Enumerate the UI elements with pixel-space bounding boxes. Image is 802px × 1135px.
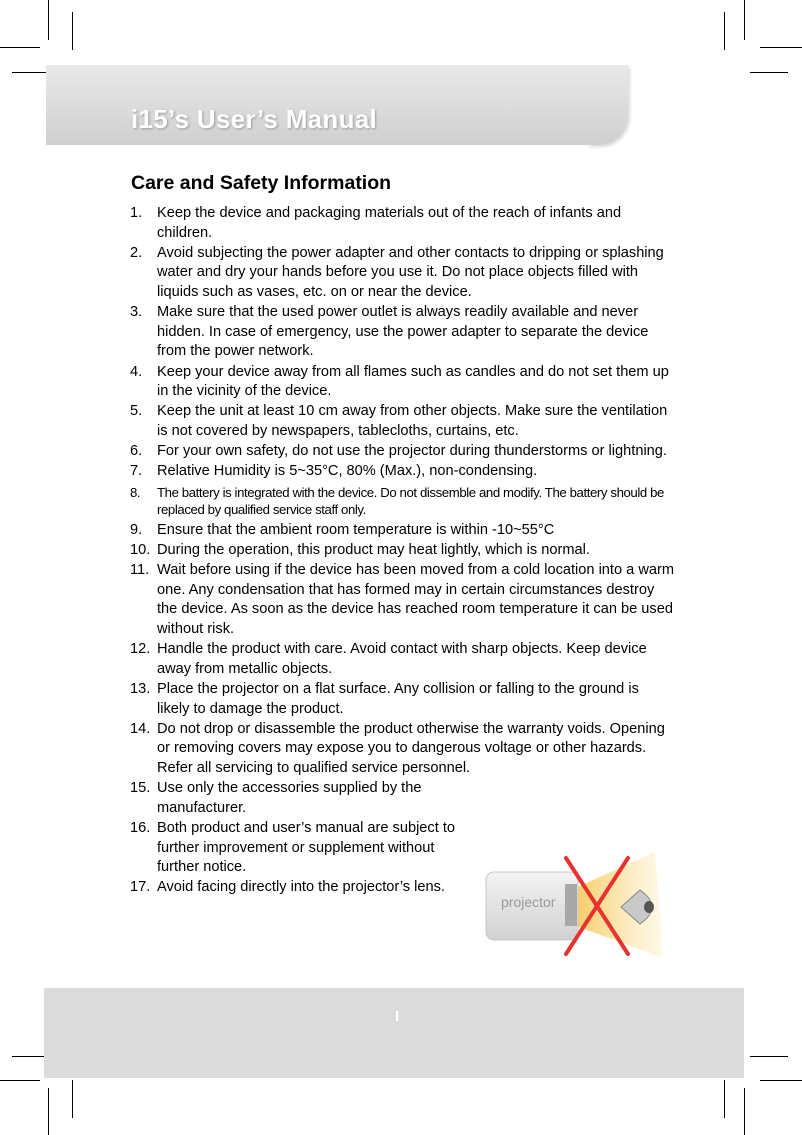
device-label: projector xyxy=(501,894,556,910)
item-text: Keep the device and packaging materials out of the reach of infants and children. xyxy=(157,205,622,241)
crop-mark xyxy=(0,47,40,48)
crop-mark xyxy=(760,47,802,48)
item-number: 5. xyxy=(130,403,143,420)
list-item xyxy=(130,561,675,639)
item-text: Use only the accessories supplied by the manufacturer. xyxy=(157,780,422,816)
item-number: 13. xyxy=(130,681,151,697)
list-item xyxy=(130,484,675,518)
page-number: I xyxy=(395,1008,400,1025)
manual-title: i15’s User’s Manual xyxy=(131,104,378,134)
crop-mark xyxy=(12,72,50,73)
list-item xyxy=(130,680,675,719)
item-text: For your own safety, do not use the projector during thunderstorms or lightning. xyxy=(157,443,667,460)
item-number: 2. xyxy=(130,244,143,261)
list-item xyxy=(130,204,675,243)
crop-mark xyxy=(744,0,745,40)
crop-mark xyxy=(760,1080,802,1081)
item-number: 16. xyxy=(130,819,151,836)
list-item xyxy=(130,462,675,482)
list-item xyxy=(130,244,675,303)
item-number: 9. xyxy=(130,521,143,538)
item-number: 8. xyxy=(130,484,141,500)
item-text: Avoid subjecting the power adapter and other contacts to dripping or splashing water and dry your hands before you use it. Do not place objects filled with liquids such as vases, etc. on or near the device. xyxy=(157,244,664,300)
item-text: Avoid facing directly into the projector’s lens. xyxy=(157,879,445,896)
crop-mark xyxy=(48,1088,49,1135)
crop-mark xyxy=(72,12,73,50)
item-text: During the operation, this product may heat lightly, which is normal. xyxy=(157,542,590,559)
item-text: Handle the product with care. Avoid contact with sharp objects. Keep device away from metallic objects. xyxy=(157,641,647,677)
item-text: Keep the unit at least 10 cm away from other objects. Make sure the ventilation is not covered by newspapers, tablecloths, curtains, etc. xyxy=(157,403,668,439)
item-number: 14. xyxy=(130,720,151,737)
item-text: Relative Humidity is 5~35°C, 80% (Max.), non-condensing. xyxy=(157,463,538,480)
item-text: Wait before using if the device has been moved from a cold location into a warm one. Any condensation that has formed may in certain circumstances destroy the device. As soon as the device has reached room temperature it can be used without risk. xyxy=(157,562,674,638)
item-text: Do not drop or disassemble the product otherwise the warranty voids. Opening or removing covers may expose you to dangerous voltage or other hazards. Refer all servicing to qualified service personnel. xyxy=(157,720,665,776)
section-title: Care and Safety Information xyxy=(131,172,392,194)
crop-mark xyxy=(750,1056,788,1057)
crop-mark xyxy=(724,1080,725,1118)
safety-list xyxy=(130,204,675,899)
item-text: Both product and user’s manual are subject to further improvement or supplement without further notice. xyxy=(157,819,456,876)
crop-mark xyxy=(72,1080,73,1118)
item-number: 1. xyxy=(130,205,143,221)
footer-band xyxy=(44,988,744,1078)
item-number: 7. xyxy=(130,463,143,480)
item-text: Place the projector on a flat surface. Any collision or falling to the ground is likely to damage the product. xyxy=(157,681,639,717)
crop-mark xyxy=(750,72,788,73)
crop-mark xyxy=(744,1088,745,1135)
list-item xyxy=(130,720,675,779)
list-item xyxy=(130,541,675,561)
item-number: 10. xyxy=(130,542,151,559)
item-number: 3. xyxy=(130,304,143,321)
list-item xyxy=(130,303,675,362)
item-text: The battery is integrated with the device. Do not dissemble and modify. The battery should be replaced by qualified service staff only. xyxy=(157,484,664,517)
item-number: 15. xyxy=(130,780,151,797)
list-item xyxy=(130,779,675,818)
crop-mark xyxy=(0,1080,40,1081)
item-number: 11. xyxy=(130,562,150,579)
list-item xyxy=(130,640,675,679)
item-text: Keep your device away from all flames such as candles and do not set them up in the vicinity of the device. xyxy=(157,363,669,400)
item-text: Make sure that the used power outlet is always readily available and never hidden. In case of emergency, use the power adapter to separate the device from the power network. xyxy=(157,304,649,360)
item-number: 17. xyxy=(130,879,151,896)
item-number: 4. xyxy=(130,363,143,380)
list-item xyxy=(130,521,675,541)
crop-mark xyxy=(48,0,49,40)
list-item xyxy=(130,402,675,441)
item-number: 12. xyxy=(130,641,151,658)
item-text: Ensure that the ambient room temperature is within -10~55°C xyxy=(157,521,555,538)
do-not-look-into-lens-icon xyxy=(483,850,673,960)
list-item xyxy=(130,442,675,462)
crop-mark xyxy=(724,12,725,50)
list-item xyxy=(130,363,675,402)
item-number: 6. xyxy=(130,443,143,460)
